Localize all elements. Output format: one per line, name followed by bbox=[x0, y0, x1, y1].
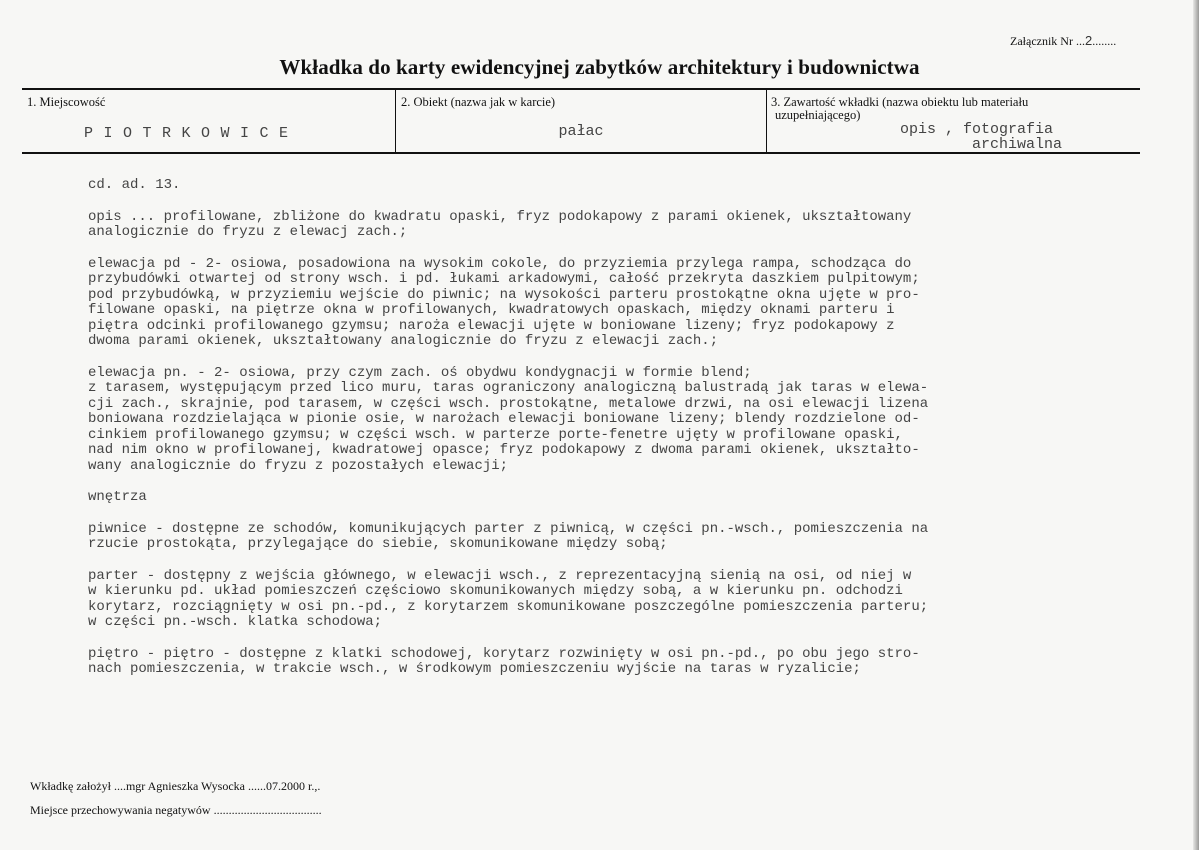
body-line: rzucie prostokąta, przylegające do siebie, skomunikowane między sobą; bbox=[88, 536, 668, 552]
page-edge bbox=[1193, 0, 1199, 850]
author-line: Wkładkę założył ....mgr Agnieszka Wysocka ......07.2000 r.,. bbox=[30, 779, 321, 793]
locality-label: 1. Miejscowość bbox=[27, 95, 106, 109]
paragraph-gap bbox=[88, 506, 1118, 522]
body-line: piętra odcinki profilowanego gzymsu; naroża elewacji ujęte w boniowane lizeny; fryz podokapowy z bbox=[88, 317, 895, 334]
body-line: piwnice - dostępne ze schodów, komunikujących parter z piwnicą, w części pn.-wsch., pomieszczenia na bbox=[88, 520, 929, 537]
header-table bbox=[22, 88, 1140, 154]
annex-number bbox=[1010, 33, 1116, 49]
contents-value bbox=[900, 122, 1062, 152]
header-cell-contents bbox=[766, 90, 1140, 152]
object-label: 2. Obiekt (nazwa jak w karcie) bbox=[401, 95, 556, 109]
body-line: cji zach., skrajnie, pod tarasem, w części wsch. prostokątne, metalowe drzwi, na osi elewacji lizena bbox=[88, 395, 929, 412]
body-line: elewacja pd - 2- osiowa, posadowiona na wysokim cokole, do przyziemia przylega rampa, schodząca do bbox=[88, 255, 912, 272]
body-paragraph bbox=[88, 490, 1118, 506]
paragraph-gap bbox=[88, 474, 1118, 490]
paragraph-gap bbox=[88, 553, 1118, 569]
body-line: z tarasem, występującym przed lico muru, taras ograniczony analogiczną balustradą jak taras w elewa- bbox=[88, 380, 929, 396]
body-line: opis ... profilowane, zbliżone do kwadratu opaski, fryz podokapowy z parami okienek, ukształtowany bbox=[88, 208, 912, 225]
body-line: boniowana rozdzielająca w pionie osie, w narożach elewacji boniowane lizeny; blendy rozdzielone od- bbox=[88, 411, 920, 427]
contents-label bbox=[771, 96, 1028, 122]
body-line: parter - dostępny z wejścia głównego, w elewacji wsch., z reprezentacyjną sienią na osi, od niej w bbox=[88, 567, 912, 584]
negatives-location-line: Miejsce przechowywania negatywów .................................... bbox=[30, 803, 322, 817]
body-line: pod przybudówką, w przyziemiu wejście do piwnic; na wysokości parteru prostokątne okna ujęte w pro- bbox=[88, 286, 920, 303]
body-paragraph bbox=[88, 257, 1118, 350]
body-paragraph bbox=[88, 210, 1118, 241]
annex-label: Załącznik Nr bbox=[1010, 34, 1073, 48]
body-line: cinkiem profilowanego gzymsu; w części wsch. w parterze porte-fenetre ujęty w profilowane opaski, bbox=[88, 426, 903, 443]
contents-value-line1: opis , fotografia bbox=[899, 121, 1054, 138]
body-paragraph bbox=[88, 522, 1118, 553]
body-line: cd. ad. 13. bbox=[88, 177, 181, 193]
body-line: wnętrza bbox=[88, 489, 147, 505]
contents-label-line1: 3. Zawartość wkładki (nazwa obiektu lub materiału bbox=[771, 95, 1029, 109]
annex-number-value: 2 bbox=[1084, 33, 1093, 48]
body-paragraph bbox=[88, 647, 1118, 678]
contents-value-line2: archiwalna bbox=[971, 136, 1062, 153]
body-paragraph bbox=[88, 569, 1118, 631]
body-line: elewacja pn. - 2- osiowa, przy czym zach. oś obydwu kondygnacji w formie blend; bbox=[88, 364, 752, 381]
body-line: nad nim okno w profilowanej, kwadratowej opasce; fryz podokapowy z dwoma parami okienek, ukształto- bbox=[88, 442, 920, 458]
body-paragraph bbox=[88, 178, 1118, 194]
body-line: przybudówki otwartej od strony wsch. i pd. łukami arkadowymi, całość przekryta daszkiem pulpitowym; bbox=[88, 271, 920, 287]
body-line: dwoma parami okienek, ukształtowany analogicznie do fryzu z elewacji zach.; bbox=[88, 333, 719, 349]
paragraph-gap bbox=[88, 194, 1118, 210]
body-line: analogicznie do fryzu z elewacj zach.; bbox=[88, 224, 408, 240]
header-cell-object bbox=[395, 90, 766, 152]
document-body bbox=[88, 178, 1118, 678]
annex-dots-after: ........ bbox=[1092, 34, 1117, 48]
body-line: w części pn.-wsch. klatka schodowa; bbox=[88, 614, 383, 630]
contents-label-line2: uzupełniającego) bbox=[775, 108, 861, 122]
locality-value: PIOTRKOWICE bbox=[84, 125, 299, 142]
body-line: piętro - piętro - dostępne z klatki schodowej, korytarz rozwinięty w osi pn.-pd., po obu jego stro- bbox=[88, 645, 920, 662]
body-line: w kierunku pd. układ pomieszczeń częściowo skomunikowanych między sobą, a w kierunku pn. odchodzi bbox=[88, 583, 903, 599]
body-paragraph bbox=[88, 366, 1118, 475]
body-line: wany analogicznie do fryzu z pozostałych elewacji; bbox=[88, 457, 509, 474]
paragraph-gap bbox=[88, 241, 1118, 257]
body-line: filowane opaski, na piętrze okna w profilowanych, kwadratowych opaskach, między oknami parteru i bbox=[88, 302, 895, 318]
paragraph-gap bbox=[88, 631, 1118, 647]
paragraph-gap bbox=[88, 350, 1118, 366]
annex-dots-before: ... bbox=[1075, 34, 1085, 48]
document-title: Wkładka do karty ewidencyjnej zabytków architektury i budownictwa bbox=[279, 55, 920, 79]
object-value: pałac bbox=[558, 123, 604, 140]
body-line: nach pomieszczenia, w trakcie wsch., w środkowym pomieszczeniu wyjście na taras w ryzalicie; bbox=[88, 661, 861, 677]
body-line: korytarz, rozciągnięty w osi pn.-pd., z korytarzem skomunikowane poszczególne pomieszczenia parteru; bbox=[88, 598, 929, 615]
header-cell-locality bbox=[22, 90, 395, 152]
